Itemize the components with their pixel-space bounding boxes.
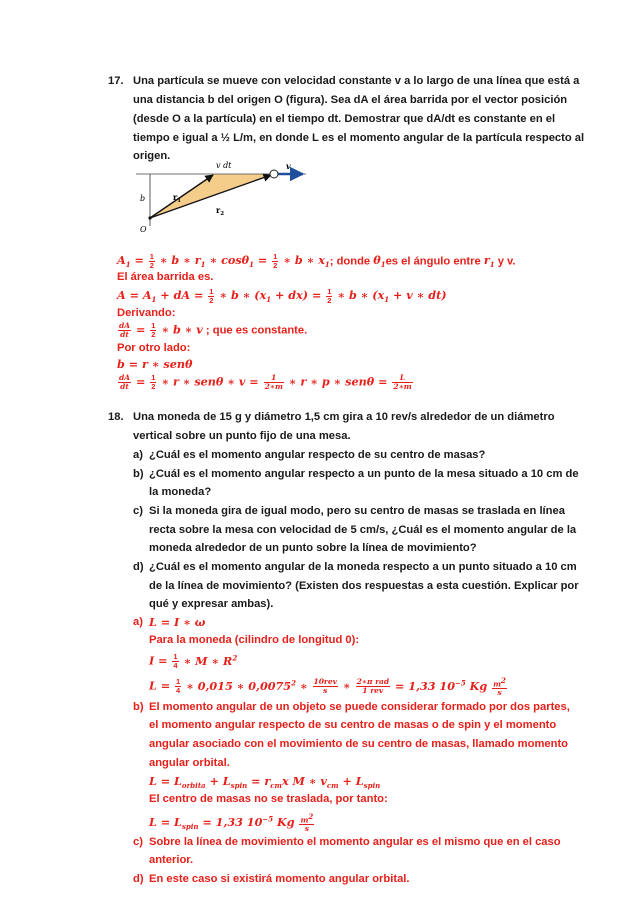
- vector-figure: [136, 160, 306, 234]
- question-b-text: la moneda?: [149, 486, 212, 498]
- question-d-text: ¿Cuál es el momento angular de la moneda respecto a un punto situado a 10 cm: [149, 561, 577, 573]
- answer-a-text: Para la moneda (cilindro de longitud 0):: [149, 634, 360, 646]
- equation-l-iw: L = I ∗ ω: [149, 615, 206, 629]
- equation-dadt-final: $\frac{dA}{dt}$ = $\frac{1}{2}$ ∗ r ∗ senθ ∗ v = $\frac{1}{2∗m}$ ∗ r ∗ p ∗ senθ = $\frac{L}{2∗m}$: [119, 373, 412, 391]
- b-label: b: [140, 194, 146, 203]
- question-c-text: moneda alrededor de un punto sobre la línea de movimiento?: [149, 542, 477, 554]
- problem-18-line: vertical sobre un punto fijo de una mesa.: [133, 430, 351, 442]
- equation-a1: $A_1$ = $\frac{1}{2}$ ∗ b ∗ $r_1$ ∗ cosθ$_1$ = $\frac{1}{2}$ ∗ b ∗ $x_1$; donde $\theta_1es$ el ángulo entre $r_1$ y v.: [117, 252, 516, 270]
- answer-b-text: el momento angular respecto de su centro de masas o de spin y el momento: [149, 719, 557, 731]
- answer-b-text: angular asociado con el movimiento de su centro de masas, llamado momento: [149, 738, 569, 750]
- particle: [270, 170, 278, 178]
- answer-b-text: El momento angular de un objeto se puede considerar formado por dos partes,: [149, 701, 570, 713]
- question-c-label: c): [133, 505, 143, 517]
- problem-17-line: una distancia b del origen O (figura). Sea dA el área barrida por el vector posición: [133, 94, 568, 106]
- answer-d-text: En este caso si existirá momento angular orbital.: [149, 873, 410, 885]
- otro-lado-label: Por otro lado:: [117, 342, 191, 354]
- answer-b-label: b): [133, 701, 144, 713]
- question-a-text: ¿Cuál es el momento angular respecto de su centro de masas?: [149, 449, 486, 461]
- question-b-text: ¿Cuál es el momento angular respecto a un punto de la mesa situado a 10 cm de: [149, 468, 579, 480]
- answer-c-label: c): [133, 836, 143, 848]
- origin-point: [148, 216, 151, 219]
- derivando-label: Derivando:: [117, 307, 176, 319]
- answer-d-label: d): [133, 873, 144, 885]
- equation-l-total: $L = L_{orbita} + L_{spin} = r_{cm}x$ M ∗ $v_{cm} + L_{spin}$: [149, 774, 381, 791]
- question-b-label: b): [133, 468, 144, 480]
- origin-label: O: [140, 225, 147, 234]
- problem-17-number: 17.: [108, 75, 124, 87]
- question-c-text: recta sobre la mesa con velocidad de 5 cm/s, ¿Cuál es el momento angular de la: [149, 524, 577, 536]
- problem-17-line: (desde O a la partícula) en el tiempo dt. Demostrar que dA/dt es constante en el: [133, 113, 556, 125]
- question-d-label: d): [133, 561, 144, 573]
- equation-b: b = r ∗ senθ: [117, 357, 193, 371]
- answer-c-text: Sobre la línea de movimiento el momento angular es el mismo que en el caso: [149, 836, 561, 848]
- problem-17-line: Una partícula se mueve con velocidad constante v a lo largo de una línea que está a: [133, 75, 580, 87]
- equation-derivative: $\frac{dA}{dt}$ = $\frac{1}{2}$ ∗ b ∗ v ; que es constante.: [119, 321, 308, 339]
- equation-inertia: I = $\frac{1}{4}$ ∗ M ∗ $R^2$: [149, 652, 238, 671]
- area-text: El área barrida es.: [117, 271, 214, 283]
- problem-17-line: origen.: [133, 150, 171, 162]
- r2-label: $r_2$: [216, 205, 225, 217]
- vdt-label: v dt: [216, 161, 232, 170]
- problem-18-line: Una moneda de 15 g y diámetro 1,5 cm gira a 10 rev/s alrededor de un diámetro: [133, 411, 555, 423]
- question-d-text: de la línea de movimiento? (Existen dos respuestas a esta cuestión. Explicar por: [149, 580, 579, 592]
- r1-label: $r_1$: [173, 192, 182, 204]
- problem-18-number: 18.: [108, 411, 124, 423]
- answer-b-text2: El centro de masas no se traslada, por tanto:: [149, 793, 388, 805]
- equation-l-spin: $L = L_{spin} = 1,33$ $10^{-5}$ Kg $\frac{m^2}{s}$: [149, 811, 314, 834]
- answer-a-label: a): [133, 616, 143, 628]
- v-label: v: [286, 161, 291, 171]
- question-c-text: Si la moneda gira de igual modo, pero su centro de masas se traslada en línea: [149, 505, 565, 517]
- answer-b-text: angular orbital.: [149, 757, 230, 769]
- question-d-text: qué y expresar ambas).: [149, 598, 274, 610]
- equation-l-value: L = $\frac{1}{4}$ ∗ 0,015 ∗ 0,0075$^2$ ∗ $\frac{\text{10rev}}{s}$ ∗ $\frac{\text{2∗π rad}}{\text{1 rev}}$ = 1,33 $10^{-5}$ Kg $\frac{m^2}{s}$: [149, 675, 506, 698]
- question-a-label: a): [133, 449, 143, 461]
- equation-area: $A = A_1$ + dA = $\frac{1}{2}$ ∗ b ∗ $(x_1 + dx)$ = $\frac{1}{2}$ ∗ b ∗ ($x_1 + v$ ∗ dt): [117, 287, 447, 305]
- answer-c-text: anterior.: [149, 854, 194, 866]
- problem-17-line: tiempo e igual a ½ L/m, en donde L es el momento angular de la partícula respecto al: [133, 132, 585, 144]
